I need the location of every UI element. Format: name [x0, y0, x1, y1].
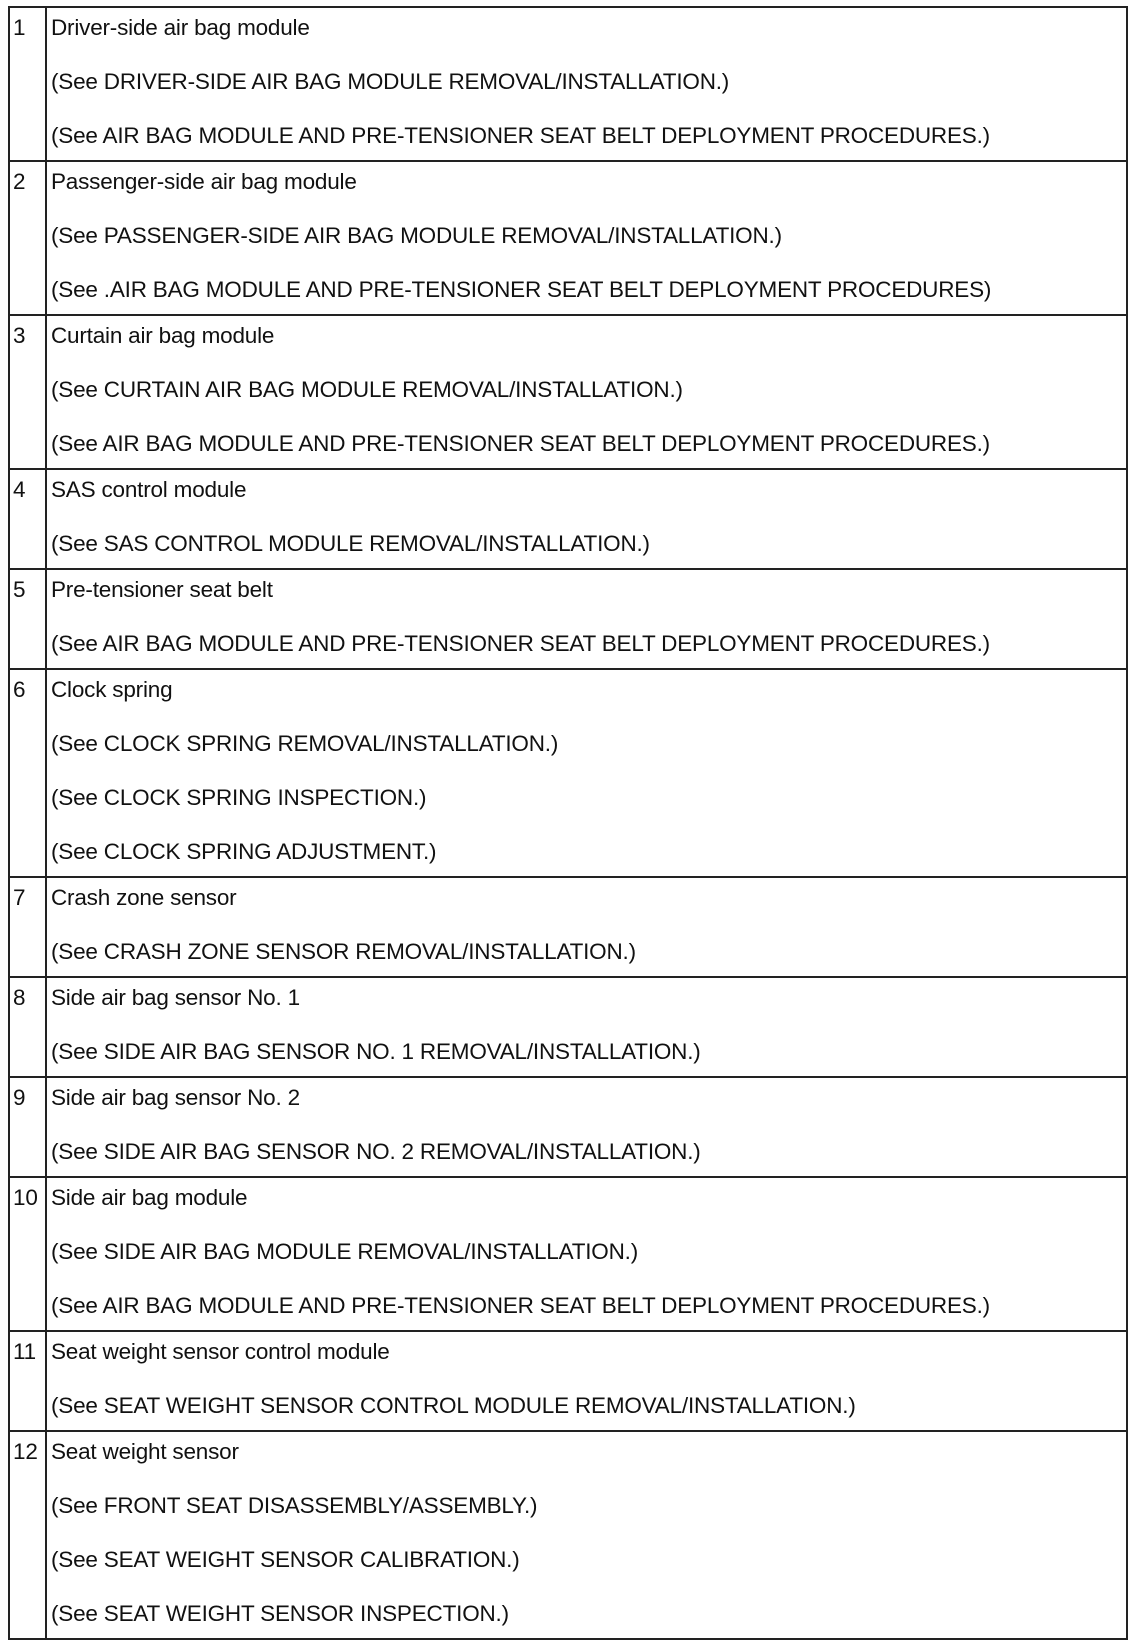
- item-number-cell: [9, 1177, 46, 1331]
- reference-link[interactable]: (See DRIVER-SIDE AIR BAG MODULE REMOVAL/INSTALLATION.): [51, 69, 730, 94]
- item-number: 11: [13, 1339, 36, 1364]
- table-row: [9, 569, 1127, 669]
- table-row: [9, 161, 1127, 315]
- table-row: [9, 469, 1127, 569]
- item-number: 1: [13, 15, 26, 40]
- table-row: [9, 977, 1127, 1077]
- reference-link[interactable]: (See AIR BAG MODULE AND PRE-TENSIONER SEAT BELT DEPLOYMENT PROCEDURES.): [51, 631, 990, 656]
- item-description-cell: [46, 669, 1127, 877]
- component-name: Passenger-side air bag module: [51, 169, 357, 194]
- component-name: Curtain air bag module: [51, 323, 275, 348]
- table-row: [9, 1177, 1127, 1331]
- reference-link[interactable]: (See SAS CONTROL MODULE REMOVAL/INSTALLATION.): [51, 531, 650, 556]
- component-name: SAS control module: [51, 477, 247, 502]
- reference-link[interactable]: (See AIR BAG MODULE AND PRE-TENSIONER SEAT BELT DEPLOYMENT PROCEDURES.): [51, 431, 990, 456]
- item-number-cell: [9, 569, 46, 669]
- item-number: 4: [13, 477, 26, 502]
- item-number-cell: [9, 315, 46, 469]
- component-name: Seat weight sensor control module: [51, 1339, 390, 1364]
- item-number-cell: [9, 469, 46, 569]
- reference-link[interactable]: (See CLOCK SPRING INSPECTION.): [51, 785, 427, 810]
- table-row: [9, 877, 1127, 977]
- reference-link[interactable]: (See SIDE AIR BAG SENSOR NO. 1 REMOVAL/INSTALLATION.): [51, 1039, 701, 1064]
- table-row: [9, 315, 1127, 469]
- item-number: 2: [13, 169, 26, 194]
- item-number: 8: [13, 985, 26, 1010]
- reference-link[interactable]: (See SEAT WEIGHT SENSOR CALIBRATION.): [51, 1547, 520, 1572]
- item-number: 5: [13, 577, 26, 602]
- component-name: Pre-tensioner seat belt: [51, 577, 273, 602]
- component-name: Driver-side air bag module: [51, 15, 310, 40]
- reference-link[interactable]: (See SEAT WEIGHT SENSOR CONTROL MODULE REMOVAL/INSTALLATION.): [51, 1393, 856, 1418]
- item-number: 9: [13, 1085, 26, 1110]
- table-row: [9, 7, 1127, 161]
- item-description-cell: [46, 977, 1127, 1077]
- item-number: 6: [13, 677, 26, 702]
- reference-link[interactable]: (See SEAT WEIGHT SENSOR INSPECTION.): [51, 1601, 509, 1626]
- item-number: 12: [13, 1439, 38, 1464]
- item-description-cell: [46, 1431, 1127, 1639]
- item-number-cell: [9, 1077, 46, 1177]
- item-number-cell: [9, 161, 46, 315]
- table-row: [9, 1077, 1127, 1177]
- item-description-cell: [46, 1077, 1127, 1177]
- item-description-cell: [46, 315, 1127, 469]
- item-description-cell: [46, 1331, 1127, 1431]
- table-row: [9, 669, 1127, 877]
- item-description-cell: [46, 569, 1127, 669]
- item-description-cell: [46, 469, 1127, 569]
- item-number-cell: [9, 7, 46, 161]
- reference-link[interactable]: (See SIDE AIR BAG SENSOR NO. 2 REMOVAL/INSTALLATION.): [51, 1139, 701, 1164]
- reference-link[interactable]: (See CRASH ZONE SENSOR REMOVAL/INSTALLATION.): [51, 939, 636, 964]
- item-number-cell: [9, 877, 46, 977]
- item-description-cell: [46, 7, 1127, 161]
- item-number: 10: [13, 1185, 38, 1210]
- component-name: Clock spring: [51, 677, 173, 702]
- item-number: 7: [13, 885, 26, 910]
- item-number: 3: [13, 323, 26, 348]
- item-description-cell: [46, 161, 1127, 315]
- item-description-cell: [46, 1177, 1127, 1331]
- reference-link[interactable]: (See SIDE AIR BAG MODULE REMOVAL/INSTALLATION.): [51, 1239, 638, 1264]
- component-name: Crash zone sensor: [51, 885, 237, 910]
- component-table: [8, 6, 1128, 1640]
- component-name: Side air bag sensor No. 1: [51, 985, 300, 1010]
- reference-link[interactable]: (See CLOCK SPRING ADJUSTMENT.): [51, 839, 437, 864]
- component-name: Side air bag sensor No. 2: [51, 1085, 300, 1110]
- item-number-cell: [9, 669, 46, 877]
- component-name: Seat weight sensor: [51, 1439, 239, 1464]
- item-number-cell: [9, 1331, 46, 1431]
- table-row: [9, 1331, 1127, 1431]
- component-name: Side air bag module: [51, 1185, 248, 1210]
- reference-link[interactable]: (See AIR BAG MODULE AND PRE-TENSIONER SEAT BELT DEPLOYMENT PROCEDURES.): [51, 123, 990, 148]
- reference-link[interactable]: (See .AIR BAG MODULE AND PRE-TENSIONER SEAT BELT DEPLOYMENT PROCEDURES): [51, 277, 992, 302]
- item-description-cell: [46, 877, 1127, 977]
- reference-link[interactable]: (See AIR BAG MODULE AND PRE-TENSIONER SEAT BELT DEPLOYMENT PROCEDURES.): [51, 1293, 990, 1318]
- reference-link[interactable]: (See FRONT SEAT DISASSEMBLY/ASSEMBLY.): [51, 1493, 538, 1518]
- reference-link[interactable]: (See CURTAIN AIR BAG MODULE REMOVAL/INSTALLATION.): [51, 377, 683, 402]
- item-number-cell: [9, 977, 46, 1077]
- item-number-cell: [9, 1431, 46, 1639]
- reference-link[interactable]: (See PASSENGER-SIDE AIR BAG MODULE REMOVAL/INSTALLATION.): [51, 223, 782, 248]
- reference-link[interactable]: (See CLOCK SPRING REMOVAL/INSTALLATION.): [51, 731, 559, 756]
- table-row: [9, 1431, 1127, 1639]
